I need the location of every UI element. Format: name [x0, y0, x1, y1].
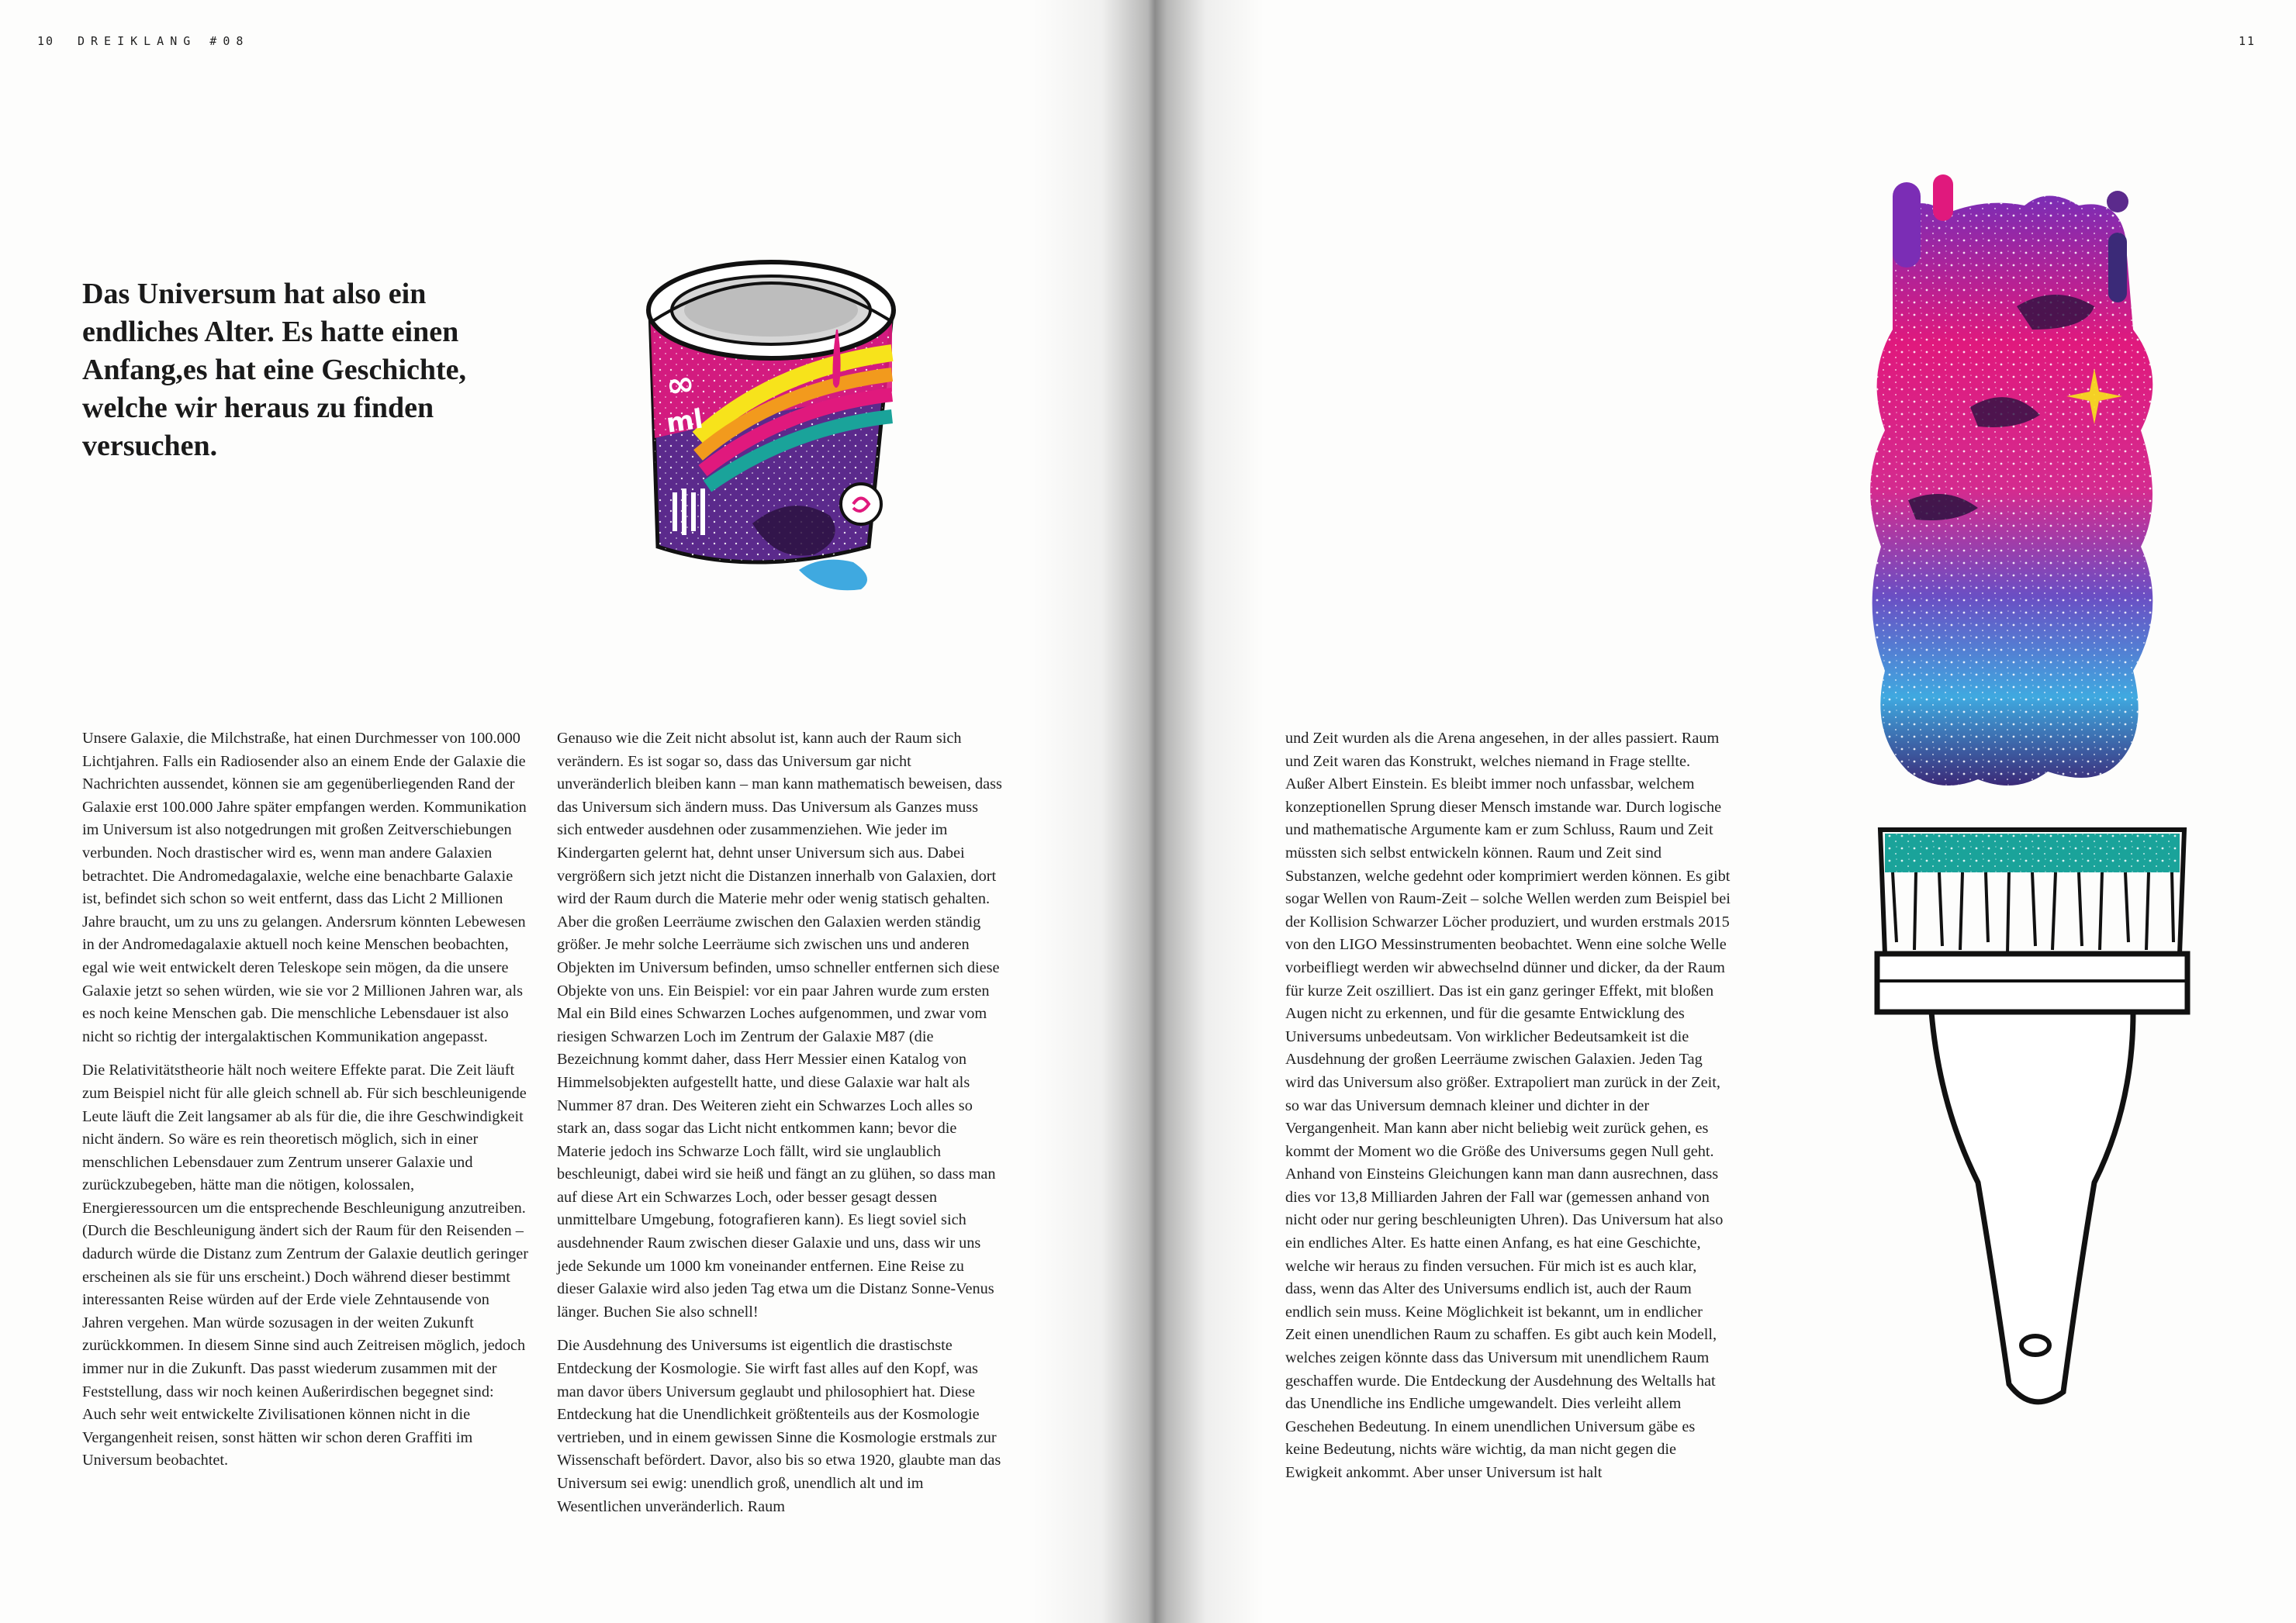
running-head: DREIKLANG #08 — [78, 34, 250, 48]
page-number-right: 11 — [2238, 34, 2256, 48]
can-label: ml — [664, 403, 705, 440]
paint-can-illustration — [636, 237, 923, 593]
paragraph: Die Ausdehnung des Universums ist eigentlich die drastischste Entdeckung der Kosmologie. Sie wirft fast alles auf den Kopf, was man davor übers Universum geglaubt und philosophiert hat. Diese Entdeckung hat die Unendlichkeit größtenteils aus der Kosmologie vertrieben, und in einem gewissen Sinne die Kosmologie erstmals zur Wissenschaft befördert. Davor, also bis so etwa 1920, glaubte man das Universum sei ewig: unendlich groß, unendlich alt und im Wesentlichen unveränderlich. Raum — [557, 1337, 1001, 1515]
body-column-3 — [1285, 727, 1731, 1496]
paragraph: und Zeit wurden als die Arena angesehen, in der alles passiert. Raum und Zeit waren das Konstrukt, welches niemand in Frage stellte. Außer Albert Einstein. Es bleibt immer noch unfassbar, welchem konzeptionellen Sprung dieser Mensch imstande war. Durch logische und mathematische Argumente kam er zum Schluss, Raum und Zeit müssten sich selbst entwickeln können. Raum und Zeit sind Substanzen, welche gedehnt oder komprimiert werden können. Es gibt sogar Wellen von Raum-Zeit – solche Wellen werden zum Beispiel bei der Kollision Schwarzer Löcher produziert, und wurden erstmals 2015 von den LIGO Messinstrumenten beobachtet. Wenn eine solche Welle vorbeifliegt werden wir abwechselnd dünner und dicker, da der Raum für kurze Zeit oszilliert. Das ist ein ganz geringer Effekt, mit bloßen Augen nicht zu erkennen, und für die gesamte Entwicklung des Universums unbedeutsam. Von wirklicher Bedeutsamkeit ist die Ausdehnung der großen Leerräume zwischen Galaxien. Jeden Tag wird das Universum also größer. Extrapoliert man zurück in der Zeit, so war das Universum demnach kleiner und dichter in der Vergangenheit. Man kann aber nicht beliebig weit zurück gehen, es kommt der Moment wo die Größe des Universums gegen Null geht. Anhand von Einsteins Gleichungen kann man dann ausrechnen, dass dies vor 13,8 Milliarden Jahren der Fall war (gemessen anhand von nicht oder nur gering beschleunigten Uhren). Das Universum hat also ein endliches Alter. Es hatte einen Anfang, es hat eine Geschichte, welche wir heraus zu finden versuchen. Für mich ist es auch klar, dass, wenn das Alter des Universums endlich ist, auch der Raum endlich sein muss. Keine Möglichkeit ist bekannt, um in endlicher Zeit einen unendlichen Raum zu schaffen. Es gibt auch kein Modell, welches zeigen könnte dass das Universum mit unendlichem Raum geschaffen wurde. Die Entdeckung der Ausdehnung des Weltalls hat das Unendliche ins Endliche umgewandelt. Dies verleiht allem Geschehen Bedeutung. In einem unendlichen Universum gäbe es keine Bedeutung, nichts wäre wichtig, da man nicht gegen die Ewigkeit ankommt. Aber unser Universum ist halt — [1285, 730, 1731, 1481]
body-column-1 — [82, 727, 528, 1483]
paragraph: Die Relativitätstheorie hält noch weitere Effekte parat. Die Zeit läuft zum Beispiel nicht für alle gleich schnell ab. Für sich beschleunigende Leute läuft die Zeit langsamer ab als für die, die ihre Geschwindigkeit nicht ändern. So wäre es rein theoretisch möglich, sich in einer menschlichen Lebensdauer zum Zentrum unserer Galaxie und zurückzubegeben, hätte man die nötigen, kolossalen, Energieressourcen um die entsprechende Beschleunigung anzutreiben. (Durch die Beschleunigung ändert sich der Raum für den Reisenden – dadurch würde die Distanz zum Zentrum der Galaxie deutlich geringer erscheinen als sie für uns erscheint.) Doch während dieser bestimmt interessanten Reise würden auf der Erde viele Zehntausende von Jahren vergehen. Man würde sozusagen in der weiten Zukunft zurückkommen. In diesem Sinne sind auch Zeitreisen möglich, jedoch immer nur in die Zukunft. Das passt wiederum zusammen mit der Feststellung, dass wir noch keinen Außerirdischen begegnet sind: Auch sehr weit entwickelte Zivilisationen können nicht in die Vergangenheit reisen, sonst hätten wir schon deren Graffiti im Universum beobachtet. — [82, 1062, 528, 1469]
can-infinity-symbol: ∞ — [663, 363, 697, 406]
paintbrush-illustration — [1862, 174, 2203, 1423]
page-gutter-shadow — [1032, 0, 1264, 1623]
paragraph: Unsere Galaxie, die Milchstraße, hat einen Durchmesser von 100.000 Lichtjahren. Falls ein Radiosender also an einem Ende der Galaxie die Nachrichten aussendet, können sie am gegenüberliegenden Rand der Galaxie erst 100.000 Jahre später empfangen werden. Kommunikation im Universum ist also notgedrungen mit großen Zeitverschiebungen verbunden. Noch drastischer wird es, wenn man andere Galaxien betrachtet. Die Andromedagalaxie, welche eine benachbarte Galaxie ist, befindet sich schon so weit entfernt, dass das Licht 2 Millionen Jahre braucht, um zu uns zu gelangen. Andersrum könnten Lebewesen in der Andromedagalaxie aktuell noch keine Menschen beobachten, egal wie weit entwickelt deren Teleskope sein mögen, da die unsere Galaxie jetzt so sehen würden, wie sie vor 2 Millionen Jahren war, als es noch keine Menschen gab. Die menschliche Lebensdauer ist also nicht so richtig der intergalaktischen Kommunikation angepasst. — [82, 730, 527, 1045]
page-number-left: 10 — [37, 34, 55, 48]
paragraph: Genauso wie die Zeit nicht absolut ist, kann auch der Raum sich verändern. Es ist sogar so, dass das Universum gar nicht unveränderlich bleiben kann – man kann mathematisch beweisen, dass das Universum sich ändern muss. Das Universum als Ganzes muss sich entweder ausdehnen oder zusammenziehen. Wie jeder im Kindergarten gelernt hat, dehnt unser Universum sich aus. Dabei vergrößern sich jetzt nicht die Distanzen innerhalb von Galaxien, dort wird der Raum durch die Materie mehr oder wenig statisch gehalten. Aber die großen Leerräume zwischen den Galaxien werden ständig größer. Je mehr solche Leerräume sich zwischen uns und anderen Objekten im Universum befinden, umso schneller entfernen sich diese Objekte von uns. Ein Beispiel: vor ein paar Jahren wurde zum ersten Mal ein Bild eines Schwarzen Loches aufgenommen, und zwar vom riesigen Schwarzen Loch im Zentrum der Galaxie M87 (die Bezeichnung kommt daher, dass Herr Messier einen Katalog von Himmelsobjekten aufgestellt hatte, und diese Galaxie war halt als Nummer 87 dran. Des Weiteren zieht ein Schwarzes Loch alles so stark an, dass sogar das Licht nicht entkommen kann; bevor die Materie jedoch ins Schwarze Loch fällt, wird sie unglaublich beschleunigt, dabei wird sie heiß und fängt an zu glühen, so dass man auf diese Art ein Schwarzes Loch, oder besser gesagt dessen unmittelbare Umgebung, fotografieren kann). Es liegt soviel sich ausdehnender Raum zwischen dieser Galaxie und uns, dass wir uns jede Sekunde um 1000 km voneinander entfernen. Eine Reise zu dieser Galaxie wird also jeden Tag etwa um die Distanz Sonne-Venus länger. Buchen Sie also schnell! — [557, 730, 1002, 1321]
body-column-2 — [557, 727, 1003, 1529]
pull-quote: Das Universum hat also ein endliches Alter. Es hatte einen Anfang,es hat eine Geschichte, welche wir heraus zu finden versuchen. — [82, 278, 467, 462]
